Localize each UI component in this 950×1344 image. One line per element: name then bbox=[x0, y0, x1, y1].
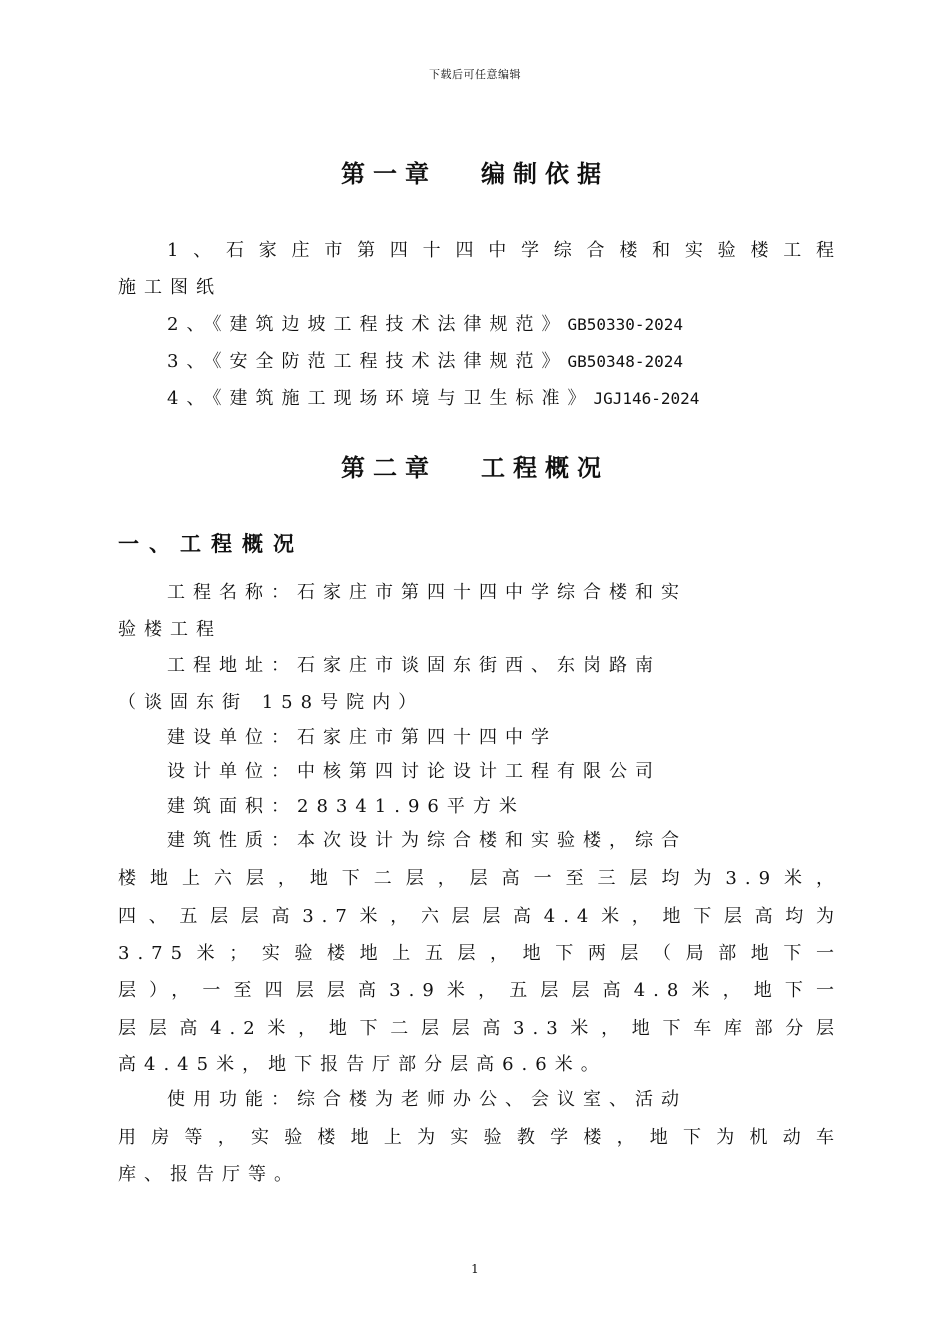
owner-unit: 建设单位：石家庄市第四十四中学 bbox=[167, 727, 557, 748]
building-nature-line-6: 层层高4.2米，地下二层层高3.3米，地下车库部分层 bbox=[118, 1018, 842, 1039]
usage-function-line-2: 用房等，实验楼地上为实验教学楼，地下为机动车 bbox=[118, 1127, 842, 1148]
basis-item-3 bbox=[167, 347, 891, 373]
building-nature-line-4: 3.75米；实验楼地上五层，地下两层（局部地下一 bbox=[118, 943, 842, 964]
design-unit: 设计单位：中核第四讨论设计工程有限公司 bbox=[167, 761, 661, 782]
basis-item-3-code: GB50348-2024 bbox=[567, 352, 684, 371]
chapter-2-name: 工程概况 bbox=[481, 454, 609, 482]
building-area: 建筑面积：28341.96平方米 bbox=[167, 796, 525, 817]
project-address: 工程地址：石家庄市谈固东街西、东岗路南 bbox=[167, 655, 661, 676]
building-nature-line-7: 高4.45米，地下报告厅部分层高6.6米。 bbox=[118, 1054, 607, 1075]
basis-item-4-title: 4、《建筑施工现场环境与卫生标准》 bbox=[167, 388, 594, 409]
project-address-cont: （谈固东街 158号院内） bbox=[118, 692, 425, 713]
chapter-1-name: 编制依据 bbox=[481, 160, 609, 188]
building-nature-line-2: 楼地上六层，地下二层，层高一至三层均为3.9米， bbox=[118, 868, 842, 889]
basis-item-4-code: JGJ146-2024 bbox=[593, 389, 700, 408]
section-title: 一、工程概况 bbox=[118, 532, 304, 556]
header-note: 下载后可任意编辑 bbox=[429, 68, 521, 81]
usage-function-line-3: 库、报告厅等。 bbox=[118, 1164, 300, 1185]
basis-item-1-cont: 施工图纸 bbox=[118, 277, 222, 298]
building-nature-line-5: 层），一至四层层高3.9米，五层层高4.8米，地下一 bbox=[118, 980, 842, 1001]
usage-function: 使用功能：综合楼为老师办公、会议室、活动 bbox=[167, 1089, 687, 1110]
project-name-cont: 验楼工程 bbox=[118, 619, 222, 640]
basis-item-1: 1、石家庄市第四十四中学综合楼和实验楼工程 bbox=[167, 240, 842, 261]
building-nature: 建筑性质：本次设计为综合楼和实验楼，综合 bbox=[167, 830, 687, 851]
chapter-2-number: 第二章 bbox=[341, 454, 437, 482]
chapter-1-number: 第一章 bbox=[341, 160, 437, 188]
chapter-2-title bbox=[0, 448, 950, 483]
page-number: 1 bbox=[471, 1262, 479, 1276]
basis-item-2-code: GB50330-2024 bbox=[567, 315, 684, 334]
chapter-1-title bbox=[0, 154, 950, 189]
building-nature-line-3: 四、五层层高3.7米，六层层高4.4米，地下层高均为 bbox=[118, 906, 842, 927]
basis-item-2 bbox=[167, 310, 891, 336]
project-name: 工程名称：石家庄市第四十四中学综合楼和实 bbox=[167, 582, 687, 603]
basis-item-4 bbox=[167, 384, 891, 410]
basis-item-3-title: 3、《安全防范工程技术法律规范》 bbox=[167, 351, 568, 372]
basis-item-2-title: 2、《建筑边坡工程技术法律规范》 bbox=[167, 314, 568, 335]
